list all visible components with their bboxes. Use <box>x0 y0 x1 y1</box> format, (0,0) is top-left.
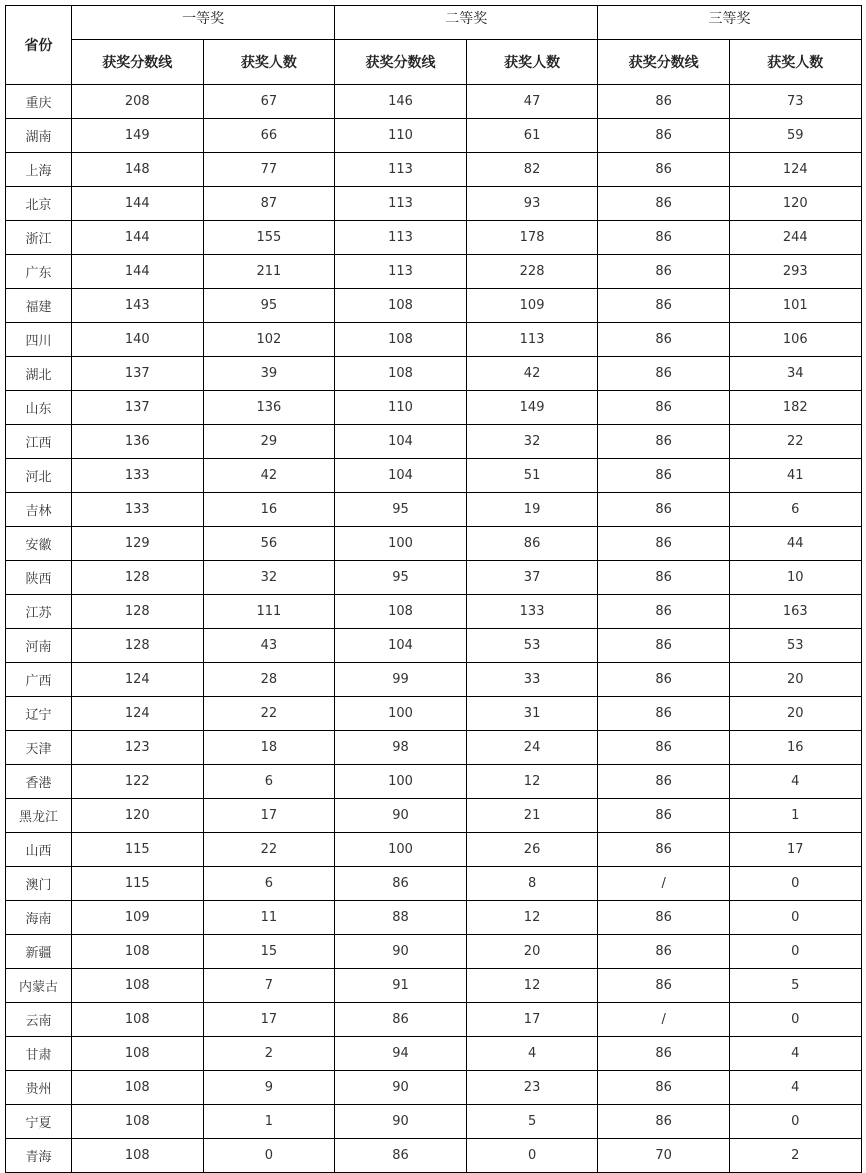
second-count-cell: 53 <box>466 629 598 663</box>
third-count-cell: 34 <box>729 357 861 391</box>
table-row <box>6 799 862 833</box>
second-count-cell: 47 <box>466 85 598 119</box>
third-count-cell: 1 <box>729 799 861 833</box>
third-count-cell: 101 <box>729 289 861 323</box>
province-cell: 香港 <box>6 765 72 799</box>
third-score-cell: 86 <box>598 799 730 833</box>
second-score-cell: 88 <box>335 901 467 935</box>
second-count-cell: 21 <box>466 799 598 833</box>
third-count-cell: 4 <box>729 1037 861 1071</box>
province-cell: 福建 <box>6 289 72 323</box>
third-score-cell: 86 <box>598 969 730 1003</box>
table-row <box>6 1139 862 1173</box>
first-score-cell: 128 <box>72 561 204 595</box>
third-score-cell: 86 <box>598 901 730 935</box>
first-count-cell: 66 <box>203 119 335 153</box>
first-count-cell: 17 <box>203 799 335 833</box>
first-score-cell: 122 <box>72 765 204 799</box>
second-count-cell: 51 <box>466 459 598 493</box>
first-score-cell: 136 <box>72 425 204 459</box>
third-count-cell: 59 <box>729 119 861 153</box>
first-count-cell: 56 <box>203 527 335 561</box>
second-score-cell: 110 <box>335 391 467 425</box>
second-score-cell: 113 <box>335 187 467 221</box>
table-row <box>6 187 862 221</box>
third-count-cell: 20 <box>729 697 861 731</box>
province-cell: 四川 <box>6 323 72 357</box>
first-score-cell: 128 <box>72 629 204 663</box>
second-score-cell: 90 <box>335 1071 467 1105</box>
province-cell: 湖南 <box>6 119 72 153</box>
third-score-cell: 86 <box>598 731 730 765</box>
province-cell: 河南 <box>6 629 72 663</box>
first-count-cell: 17 <box>203 1003 335 1037</box>
table-header <box>6 6 862 85</box>
table-row <box>6 1037 862 1071</box>
second-count-cell: 113 <box>466 323 598 357</box>
second-count-cell: 20 <box>466 935 598 969</box>
third-count-cell: 0 <box>729 901 861 935</box>
first-count-cell: 32 <box>203 561 335 595</box>
second-score-cell: 94 <box>335 1037 467 1071</box>
first-count-cell: 22 <box>203 833 335 867</box>
second-score-cell: 90 <box>335 799 467 833</box>
third-score-cell: 86 <box>598 1105 730 1139</box>
first-count-cell: 102 <box>203 323 335 357</box>
second-score-cell: 95 <box>335 561 467 595</box>
province-cell: 青海 <box>6 1139 72 1173</box>
third-count-cell: 22 <box>729 425 861 459</box>
third-count-cell: 0 <box>729 1105 861 1139</box>
second-count-cell: 12 <box>466 969 598 1003</box>
third-count-cell: 10 <box>729 561 861 595</box>
table-row <box>6 357 862 391</box>
table-row <box>6 833 862 867</box>
province-cell: 新疆 <box>6 935 72 969</box>
first-score-cell: 208 <box>72 85 204 119</box>
first-score-cell: 108 <box>72 969 204 1003</box>
province-cell: 澳门 <box>6 867 72 901</box>
first-score-cell: 123 <box>72 731 204 765</box>
province-cell: 广东 <box>6 255 72 289</box>
table-row <box>6 901 862 935</box>
second-score-cell: 104 <box>335 629 467 663</box>
table-row <box>6 697 862 731</box>
header-province: 省份 <box>6 6 72 85</box>
first-count-cell: 0 <box>203 1139 335 1173</box>
first-score-cell: 144 <box>72 255 204 289</box>
first-count-cell: 43 <box>203 629 335 663</box>
province-cell: 陕西 <box>6 561 72 595</box>
province-cell: 宁夏 <box>6 1105 72 1139</box>
first-count-cell: 6 <box>203 765 335 799</box>
third-count-cell: 163 <box>729 595 861 629</box>
first-count-cell: 22 <box>203 697 335 731</box>
second-count-cell: 31 <box>466 697 598 731</box>
table-row <box>6 425 862 459</box>
second-score-cell: 90 <box>335 1105 467 1139</box>
third-score-cell: 86 <box>598 595 730 629</box>
first-score-cell: 140 <box>72 323 204 357</box>
second-count-cell: 24 <box>466 731 598 765</box>
table-row <box>6 731 862 765</box>
header-group-second: 二等奖 <box>335 6 598 40</box>
table-row <box>6 85 862 119</box>
first-score-cell: 108 <box>72 1071 204 1105</box>
second-count-cell: 42 <box>466 357 598 391</box>
third-score-cell: / <box>598 1003 730 1037</box>
province-cell: 江西 <box>6 425 72 459</box>
first-score-cell: 115 <box>72 867 204 901</box>
second-count-cell: 12 <box>466 901 598 935</box>
second-score-cell: 95 <box>335 493 467 527</box>
first-score-cell: 143 <box>72 289 204 323</box>
first-count-cell: 95 <box>203 289 335 323</box>
header-first-score: 获奖分数线 <box>72 40 204 85</box>
table-row <box>6 867 862 901</box>
third-score-cell: 70 <box>598 1139 730 1173</box>
second-count-cell: 61 <box>466 119 598 153</box>
first-score-cell: 124 <box>72 697 204 731</box>
third-score-cell: 86 <box>598 1071 730 1105</box>
second-count-cell: 32 <box>466 425 598 459</box>
first-score-cell: 108 <box>72 1037 204 1071</box>
second-score-cell: 113 <box>335 255 467 289</box>
third-score-cell: 86 <box>598 935 730 969</box>
first-score-cell: 115 <box>72 833 204 867</box>
first-count-cell: 28 <box>203 663 335 697</box>
first-count-cell: 18 <box>203 731 335 765</box>
second-count-cell: 82 <box>466 153 598 187</box>
province-cell: 海南 <box>6 901 72 935</box>
province-cell: 吉林 <box>6 493 72 527</box>
third-count-cell: 293 <box>729 255 861 289</box>
province-cell: 云南 <box>6 1003 72 1037</box>
second-score-cell: 146 <box>335 85 467 119</box>
third-count-cell: 2 <box>729 1139 861 1173</box>
third-count-cell: 4 <box>729 1071 861 1105</box>
second-count-cell: 8 <box>466 867 598 901</box>
second-count-cell: 12 <box>466 765 598 799</box>
third-count-cell: 120 <box>729 187 861 221</box>
second-count-cell: 5 <box>466 1105 598 1139</box>
first-count-cell: 42 <box>203 459 335 493</box>
third-count-cell: 20 <box>729 663 861 697</box>
province-cell: 湖北 <box>6 357 72 391</box>
second-count-cell: 178 <box>466 221 598 255</box>
second-count-cell: 228 <box>466 255 598 289</box>
first-score-cell: 108 <box>72 1139 204 1173</box>
second-count-cell: 33 <box>466 663 598 697</box>
table-row <box>6 493 862 527</box>
third-score-cell: 86 <box>598 527 730 561</box>
header-row-sub <box>6 40 862 85</box>
third-count-cell: 73 <box>729 85 861 119</box>
third-score-cell: 86 <box>598 187 730 221</box>
third-score-cell: 86 <box>598 153 730 187</box>
third-count-cell: 17 <box>729 833 861 867</box>
third-count-cell: 44 <box>729 527 861 561</box>
province-cell: 山西 <box>6 833 72 867</box>
province-cell: 内蒙古 <box>6 969 72 1003</box>
first-score-cell: 148 <box>72 153 204 187</box>
first-count-cell: 39 <box>203 357 335 391</box>
third-score-cell: 86 <box>598 85 730 119</box>
first-score-cell: 128 <box>72 595 204 629</box>
third-count-cell: 182 <box>729 391 861 425</box>
second-count-cell: 109 <box>466 289 598 323</box>
table-row <box>6 561 862 595</box>
third-score-cell: 86 <box>598 119 730 153</box>
second-score-cell: 113 <box>335 153 467 187</box>
first-count-cell: 29 <box>203 425 335 459</box>
table-row <box>6 391 862 425</box>
third-score-cell: 86 <box>598 493 730 527</box>
second-count-cell: 23 <box>466 1071 598 1105</box>
third-score-cell: 86 <box>598 697 730 731</box>
first-count-cell: 77 <box>203 153 335 187</box>
second-score-cell: 113 <box>335 221 467 255</box>
first-count-cell: 136 <box>203 391 335 425</box>
table-row <box>6 1003 862 1037</box>
second-count-cell: 149 <box>466 391 598 425</box>
table-row <box>6 289 862 323</box>
second-score-cell: 110 <box>335 119 467 153</box>
third-score-cell: 86 <box>598 833 730 867</box>
table-row <box>6 1105 862 1139</box>
header-group-first: 一等奖 <box>72 6 335 40</box>
province-cell: 辽宁 <box>6 697 72 731</box>
second-count-cell: 17 <box>466 1003 598 1037</box>
table-row <box>6 323 862 357</box>
second-count-cell: 19 <box>466 493 598 527</box>
province-cell: 贵州 <box>6 1071 72 1105</box>
first-score-cell: 108 <box>72 1105 204 1139</box>
second-score-cell: 100 <box>335 765 467 799</box>
province-cell: 北京 <box>6 187 72 221</box>
province-cell: 上海 <box>6 153 72 187</box>
first-score-cell: 133 <box>72 493 204 527</box>
third-count-cell: 53 <box>729 629 861 663</box>
third-score-cell: 86 <box>598 255 730 289</box>
third-score-cell: 86 <box>598 663 730 697</box>
second-score-cell: 104 <box>335 459 467 493</box>
third-score-cell: 86 <box>598 629 730 663</box>
third-count-cell: 0 <box>729 867 861 901</box>
province-cell: 天津 <box>6 731 72 765</box>
table-row <box>6 221 862 255</box>
header-row-groups <box>6 6 862 40</box>
province-cell: 甘肃 <box>6 1037 72 1071</box>
second-score-cell: 100 <box>335 527 467 561</box>
third-count-cell: 244 <box>729 221 861 255</box>
second-score-cell: 90 <box>335 935 467 969</box>
second-score-cell: 104 <box>335 425 467 459</box>
table-row <box>6 255 862 289</box>
third-count-cell: 4 <box>729 765 861 799</box>
header-third-score: 获奖分数线 <box>598 40 730 85</box>
third-score-cell: 86 <box>598 221 730 255</box>
second-count-cell: 86 <box>466 527 598 561</box>
third-score-cell: 86 <box>598 1037 730 1071</box>
first-score-cell: 124 <box>72 663 204 697</box>
second-score-cell: 108 <box>335 289 467 323</box>
third-count-cell: 6 <box>729 493 861 527</box>
third-score-cell: 86 <box>598 323 730 357</box>
table-row <box>6 153 862 187</box>
province-cell: 山东 <box>6 391 72 425</box>
first-score-cell: 108 <box>72 935 204 969</box>
province-cell: 安徽 <box>6 527 72 561</box>
second-count-cell: 0 <box>466 1139 598 1173</box>
third-count-cell: 0 <box>729 935 861 969</box>
first-score-cell: 149 <box>72 119 204 153</box>
first-count-cell: 2 <box>203 1037 335 1071</box>
province-cell: 江苏 <box>6 595 72 629</box>
third-score-cell: 86 <box>598 289 730 323</box>
table-row <box>6 765 862 799</box>
table-row <box>6 1071 862 1105</box>
first-count-cell: 6 <box>203 867 335 901</box>
first-count-cell: 7 <box>203 969 335 1003</box>
second-score-cell: 86 <box>335 867 467 901</box>
third-score-cell: 86 <box>598 459 730 493</box>
second-count-cell: 93 <box>466 187 598 221</box>
second-count-cell: 26 <box>466 833 598 867</box>
third-count-cell: 106 <box>729 323 861 357</box>
header-second-count: 获奖人数 <box>466 40 598 85</box>
table-row <box>6 459 862 493</box>
first-score-cell: 120 <box>72 799 204 833</box>
first-count-cell: 87 <box>203 187 335 221</box>
first-score-cell: 108 <box>72 1003 204 1037</box>
third-score-cell: 86 <box>598 765 730 799</box>
province-cell: 黑龙江 <box>6 799 72 833</box>
first-score-cell: 109 <box>72 901 204 935</box>
third-count-cell: 124 <box>729 153 861 187</box>
third-score-cell: 86 <box>598 391 730 425</box>
first-score-cell: 137 <box>72 357 204 391</box>
first-count-cell: 155 <box>203 221 335 255</box>
first-count-cell: 11 <box>203 901 335 935</box>
second-score-cell: 86 <box>335 1003 467 1037</box>
second-count-cell: 37 <box>466 561 598 595</box>
header-group-third: 三等奖 <box>598 6 861 40</box>
first-count-cell: 211 <box>203 255 335 289</box>
third-score-cell: 86 <box>598 357 730 391</box>
first-count-cell: 67 <box>203 85 335 119</box>
second-score-cell: 108 <box>335 595 467 629</box>
table-row <box>6 595 862 629</box>
second-score-cell: 91 <box>335 969 467 1003</box>
province-cell: 河北 <box>6 459 72 493</box>
third-count-cell: 16 <box>729 731 861 765</box>
second-score-cell: 86 <box>335 1139 467 1173</box>
table-row <box>6 935 862 969</box>
first-score-cell: 137 <box>72 391 204 425</box>
first-score-cell: 133 <box>72 459 204 493</box>
first-score-cell: 144 <box>72 187 204 221</box>
province-cell: 浙江 <box>6 221 72 255</box>
header-first-count: 获奖人数 <box>203 40 335 85</box>
second-count-cell: 133 <box>466 595 598 629</box>
second-score-cell: 100 <box>335 833 467 867</box>
table-body <box>6 85 862 1173</box>
province-cell: 重庆 <box>6 85 72 119</box>
header-third-count: 获奖人数 <box>729 40 861 85</box>
second-score-cell: 100 <box>335 697 467 731</box>
third-score-cell: / <box>598 867 730 901</box>
first-count-cell: 15 <box>203 935 335 969</box>
third-score-cell: 86 <box>598 425 730 459</box>
second-count-cell: 4 <box>466 1037 598 1071</box>
header-second-score: 获奖分数线 <box>335 40 467 85</box>
table-row <box>6 969 862 1003</box>
second-score-cell: 108 <box>335 357 467 391</box>
first-count-cell: 1 <box>203 1105 335 1139</box>
table-row <box>6 119 862 153</box>
second-score-cell: 108 <box>335 323 467 357</box>
first-count-cell: 111 <box>203 595 335 629</box>
third-count-cell: 5 <box>729 969 861 1003</box>
first-score-cell: 144 <box>72 221 204 255</box>
second-score-cell: 99 <box>335 663 467 697</box>
table-row <box>6 527 862 561</box>
third-count-cell: 0 <box>729 1003 861 1037</box>
first-score-cell: 129 <box>72 527 204 561</box>
table-row <box>6 629 862 663</box>
table-row <box>6 663 862 697</box>
third-count-cell: 41 <box>729 459 861 493</box>
awards-table <box>5 5 862 1173</box>
first-count-cell: 9 <box>203 1071 335 1105</box>
second-score-cell: 98 <box>335 731 467 765</box>
third-score-cell: 86 <box>598 561 730 595</box>
first-count-cell: 16 <box>203 493 335 527</box>
province-cell: 广西 <box>6 663 72 697</box>
